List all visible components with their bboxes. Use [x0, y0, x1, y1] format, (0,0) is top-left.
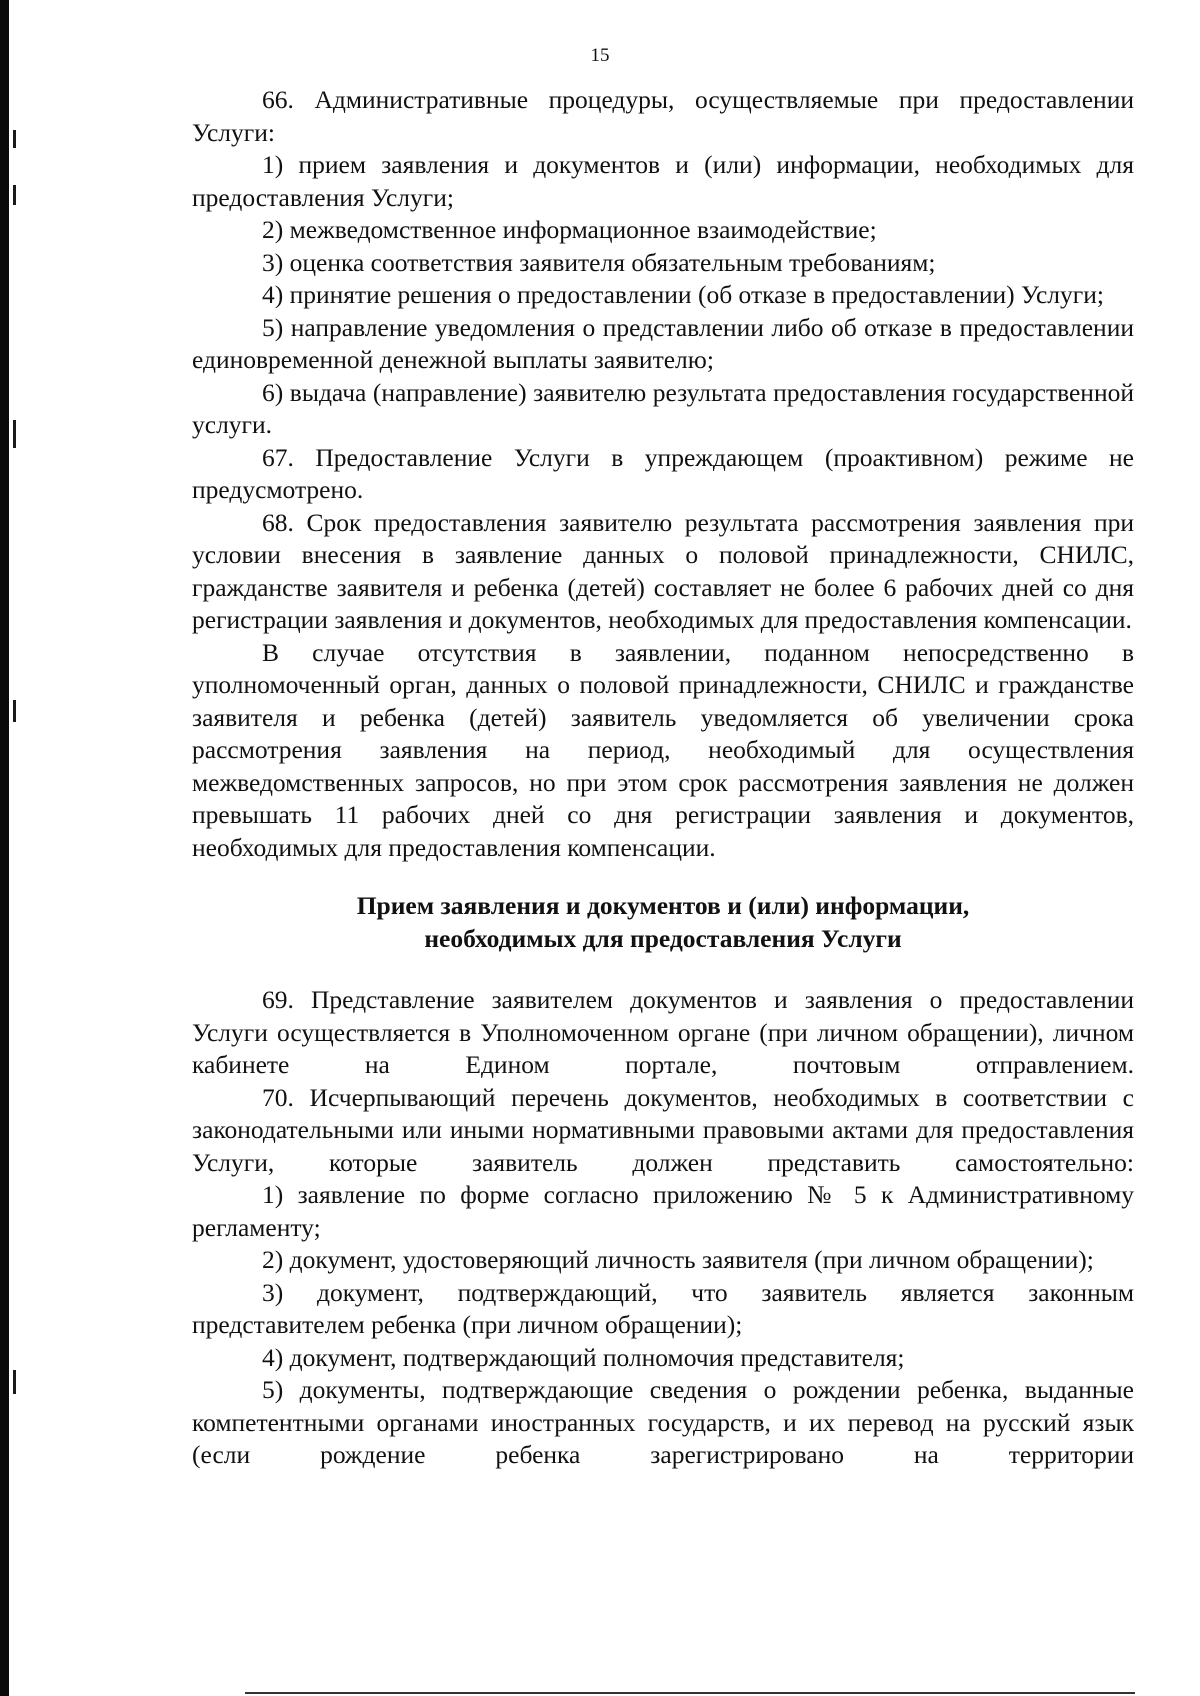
paragraph-67: 67. Предоставление Услуги в упреждающем (проактивном) режиме не предусмотрено.: [192, 442, 1134, 504]
scan-edge-mark: [13, 130, 16, 148]
paragraph-68: 68. Срок предоставления заявителю результата рассмотрения заявления при условии внесения в заявление данных о половой принадлежности, СНИЛС, гражданстве заявителя и ребенка (детей) составляет не более 6 рабочих дней со дня регистрации заявления и документов, необходимых для предоставления компенсации.: [192, 507, 1134, 634]
scan-edge-mark: [13, 1370, 16, 1394]
scan-edge-mark: [13, 420, 16, 448]
paragraph-70: 70. Исчерпывающий перечень документов, необходимых в соответствии с законодательными или иными нормативными правовыми актами для предоставления Услуги, которые заявитель должен представить самостоятельно:: [192, 1082, 1134, 1177]
list-item-3: 3) оценка соответствия заявителя обязательным требованиям;: [262, 247, 936, 277]
paragraph-66: 66. Административные процедуры, осуществляемые при предоставлении Услуги:: [192, 85, 1134, 147]
list-item-2: 2) межведомственное информационное взаимодействие;: [262, 215, 877, 244]
list-item-1: 1) прием заявления и документов и (или) информации, необходимых для предоставления Услуги;: [192, 150, 1134, 212]
section-heading: [192, 890, 1134, 955]
page-bottom-rule: [245, 1692, 1135, 1694]
scan-edge-mark: [13, 185, 16, 205]
document-item-4: 4) документ, подтверждающий полномочия представителя;: [262, 1342, 905, 1372]
list-item-4: 4) принятие решения о предоставлении (об отказе в предоставлении) Услуги;: [262, 280, 1104, 309]
scan-edge-shadow: [0, 0, 9, 1696]
document-body: [192, 84, 1134, 1472]
document-item-2: 2) документ, удостоверяющий личность заявителя (при личном обращении);: [262, 1245, 1094, 1274]
section-heading-line-1: Прием заявления и документов и (или) информации,: [356, 891, 970, 920]
document-item-1: 1) заявление по форме согласно приложению № 5 к Административному регламенту;: [192, 1180, 1134, 1242]
list-item-6: 6) выдача (направление) заявителю результата предоставления государственной услуги.: [192, 377, 1134, 439]
paragraph-68-continuation: В случае отсутствия в заявлении, поданном непосредственно в уполномоченный орган, данных о половой принадлежности, СНИЛС и гражданстве заявителя и ребенка (детей) заявитель уведомляется об увеличении срока рассмотрения заявления на период, необходимый для осуществления межведомственных запросов, но при этом срок рассмотрения заявления не должен превышать 11 рабочих дней со дня регистрации заявления и документов, необходимых для предоставления компенсации.: [192, 637, 1134, 862]
page-number: 15: [590, 45, 610, 66]
paragraph-69: 69. Представление заявителем документов и заявления о предоставлении Услуги осуществляется в Уполномоченном органе (при личном обращении), личном кабинете на Едином портале, почтовым отправлением.: [192, 985, 1134, 1079]
document-item-5: 5) документы, подтверждающие сведения о рождении ребенка, выданные компетентными органами иностранных государств, и их перевод на русский язык (если рождение ребенка зарегистрировано на территории: [192, 1375, 1134, 1469]
list-item-5: 5) направление уведомления о представлении либо об отказе в предоставлении единовременной денежной выплаты заявителю;: [192, 312, 1134, 374]
document-item-3: 3) документ, подтверждающий, что заявитель является законным представителем ребенка (при личном обращении);: [192, 1277, 1134, 1339]
section-heading-line-2: необходимых для предоставления Услуги: [424, 923, 902, 953]
scan-edge-mark: [13, 700, 16, 722]
